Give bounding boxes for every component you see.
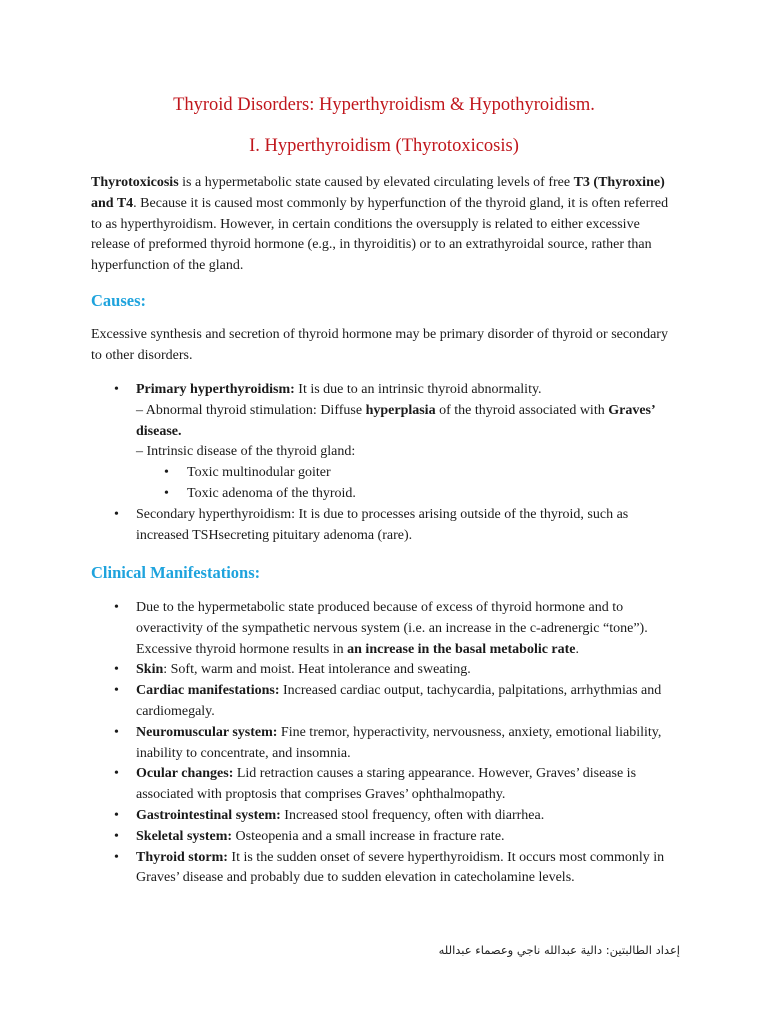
primary-line2-c: of the thyroid associated with — [435, 402, 609, 418]
causes-intro: Excessive synthesis and secretion of thyroid hormone may be primary disorder of thyroid or secondary to other disorders. — [91, 327, 668, 363]
intro-t3-t4: T3 (Thyroxine) and T4 — [91, 175, 665, 211]
intro-paragraph — [91, 173, 681, 277]
primary-label: Primary hyperthyroidism: — [136, 382, 295, 397]
list-item-secondary: • Secondary hyperthyroidism: It is due to processes arising outside of the thyroid, such as increased TSHsecreting pituitary adenoma (rare). — [91, 505, 681, 547]
item-text: Increased cardiac output, tachycardia, palpitations, arrhythmias and cardiomegaly. — [136, 683, 662, 719]
intro-term: Thyrotoxicosis — [91, 175, 179, 190]
list-item-skin — [91, 660, 681, 681]
list-item-hypermetabolic — [91, 598, 681, 660]
clinical-first-b: an increase in the basal metabolic rate — [347, 641, 576, 657]
clinical-list — [91, 598, 681, 889]
item-label: Gastrointestinal system: — [136, 807, 281, 823]
document-title: Thyroid Disorders: Hyperthyroidism & Hypothyroidism. — [173, 95, 595, 115]
list-item-primary — [91, 380, 681, 505]
item-label: Thyroid storm: — [136, 849, 228, 865]
sub-item: • Toxic adenoma of the thyroid. — [136, 484, 681, 505]
item-text: Lid retraction causes a staring appearance. However, Graves’ disease is associated with proptosis that comprises Graves’ ophthalmopathy. — [136, 766, 637, 803]
item-label: Ocular changes: — [136, 766, 234, 782]
causes-heading: Causes: — [91, 291, 147, 310]
item-text: Osteopenia and a small increase in fracture rate. — [232, 828, 505, 844]
list-item-skeletal — [91, 827, 681, 848]
intro-text-1: is a hypermetabolic state caused by elevated circulating levels of free — [178, 175, 574, 190]
causes-list — [91, 380, 681, 546]
clinical-first-a: Due to the hypermetabolic state produced because of excess of thyroid hormone and to overactivity of the sympathetic nervous system (i.e. an increase in the c-adrenergic “tone”). Excessive thyroid hormone results in — [136, 600, 648, 657]
primary-sublist — [136, 463, 681, 505]
primary-line2-b: hyperplasia — [365, 402, 436, 418]
item-text: Increased stool frequency, often with diarrhea. — [280, 807, 545, 823]
item-text: : Soft, warm and moist. Heat intolerance and sweating. — [163, 662, 471, 678]
clinical-first-c: . — [575, 641, 580, 657]
sub-item: • Toxic multinodular goiter — [136, 463, 681, 484]
primary-text: It is due to an intrinsic thyroid abnormality. — [294, 382, 542, 397]
item-label: Neuromuscular system: — [136, 724, 278, 740]
primary-line3: – Intrinsic disease of the thyroid gland: — [136, 444, 356, 460]
item-text: It is the sudden onset of severe hyperthyroidism. It occurs most commonly in Graves’ disease and probably due to sudden elevation in catecholamine levels. — [136, 849, 665, 886]
list-item-neuromuscular — [91, 723, 681, 765]
list-item-thyroid-storm — [91, 848, 681, 890]
item-text: Fine tremor, hyperactivity, nervousness, anxiety, emotional liability, inability to concentrate, and insomnia. — [136, 724, 662, 761]
item-label: Skin — [136, 662, 164, 678]
list-item-cardiac — [91, 681, 681, 723]
footer-credit: إعداد الطالبتين: دالية عبدالله ناجي وعصماء عبدالله — [438, 943, 680, 957]
primary-line2-a: – Abnormal thyroid stimulation: Diffuse — [136, 402, 366, 418]
item-label: Cardiac manifestations: — [136, 683, 280, 699]
section-title: I. Hyperthyroidism (Thyrotoxicosis) — [249, 136, 519, 156]
primary-line2-d: Graves’ disease. — [136, 402, 655, 439]
clinical-heading: Clinical Manifestations: — [91, 563, 261, 582]
item-label: Skeletal system: — [136, 828, 233, 844]
list-item-ocular — [91, 764, 681, 806]
intro-text-2: . Because it is caused most commonly by hyperfunction of the thyroid gland, it is often referred to as hyperthyroidism. However, in certain conditions the oversupply is related to either excessive release of preformed thyroid hormone (e.g., in thyroiditis) or to an extrathyroidal source, rather than hyperfunction of the gland. — [91, 195, 669, 274]
list-item-gastrointestinal — [91, 806, 681, 827]
